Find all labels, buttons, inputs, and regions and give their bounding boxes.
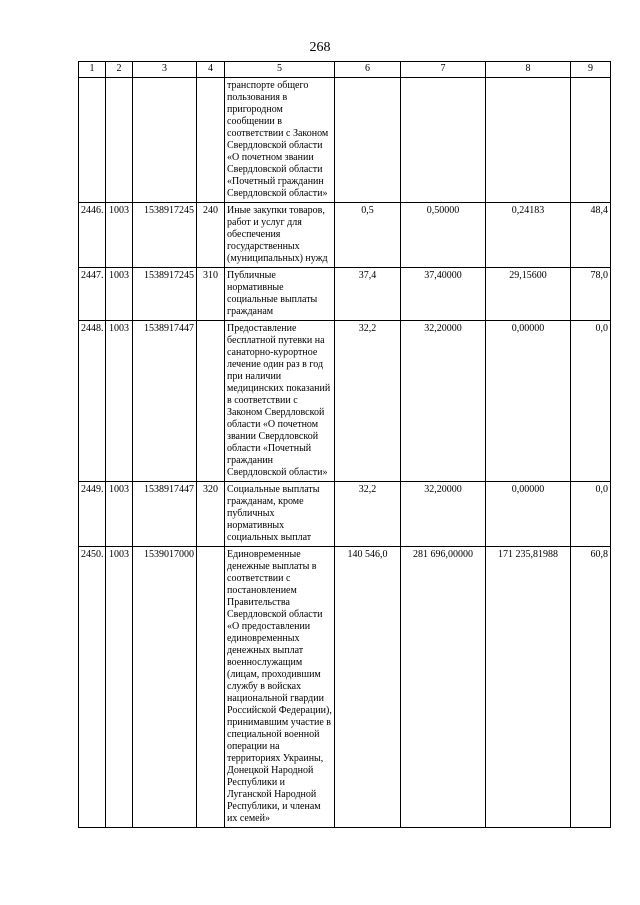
- value-col6-cell: 32,2: [335, 321, 401, 482]
- section-cell: 1003: [106, 203, 133, 268]
- value-col6-cell: 140 546,0: [335, 547, 401, 828]
- table-row: [79, 482, 611, 547]
- column-header: 9: [571, 62, 611, 78]
- expense-type-cell: [197, 78, 225, 203]
- header-row: [79, 62, 611, 78]
- value-col9-cell: 48,4: [571, 203, 611, 268]
- value-col6-cell: 0,5: [335, 203, 401, 268]
- value-col7-cell: 281 696,00000: [401, 547, 486, 828]
- target-code-cell: [133, 78, 197, 203]
- section-cell: 1003: [106, 268, 133, 321]
- description-cell: транспорте общего пользования в пригородном сообщении в соответствии с Законом Свердловской области «О почетном звании Свердловской области «Почетный гражданин Свердловской области»: [225, 78, 335, 203]
- value-col8-cell: 171 235,81988: [486, 547, 571, 828]
- value-col6-cell: 32,2: [335, 482, 401, 547]
- row-number-cell: [79, 78, 106, 203]
- value-col7-cell: 32,20000: [401, 482, 486, 547]
- row-number-cell: 2447.: [79, 268, 106, 321]
- value-col9-cell: 0,0: [571, 321, 611, 482]
- section-cell: 1003: [106, 321, 133, 482]
- target-code-cell: 1538917447: [133, 321, 197, 482]
- table-row: [79, 78, 611, 203]
- value-col8-cell: 0,00000: [486, 321, 571, 482]
- value-col9-cell: 0,0: [571, 482, 611, 547]
- row-number-cell: 2446.: [79, 203, 106, 268]
- target-code-cell: 1538917245: [133, 268, 197, 321]
- value-col8-cell: [486, 78, 571, 203]
- expense-type-cell: 310: [197, 268, 225, 321]
- column-header: 7: [401, 62, 486, 78]
- value-col6-cell: [335, 78, 401, 203]
- value-col9-cell: 60,8: [571, 547, 611, 828]
- value-col7-cell: 37,40000: [401, 268, 486, 321]
- row-number-cell: 2449.: [79, 482, 106, 547]
- budget-table: [78, 61, 611, 828]
- value-col8-cell: 29,15600: [486, 268, 571, 321]
- column-header: 4: [197, 62, 225, 78]
- expense-type-cell: [197, 547, 225, 828]
- value-col9-cell: 78,0: [571, 268, 611, 321]
- table-row: [79, 203, 611, 268]
- section-cell: 1003: [106, 547, 133, 828]
- value-col8-cell: 0,24183: [486, 203, 571, 268]
- table-row: [79, 547, 611, 828]
- section-cell: 1003: [106, 482, 133, 547]
- column-header: 5: [225, 62, 335, 78]
- expense-type-cell: 320: [197, 482, 225, 547]
- column-header: 3: [133, 62, 197, 78]
- column-header: 2: [106, 62, 133, 78]
- column-header: 8: [486, 62, 571, 78]
- value-col6-cell: 37,4: [335, 268, 401, 321]
- description-cell: Социальные выплаты гражданам, кроме публичных нормативных социальных выплат: [225, 482, 335, 547]
- value-col9-cell: [571, 78, 611, 203]
- column-header: 1: [79, 62, 106, 78]
- target-code-cell: 1538917245: [133, 203, 197, 268]
- value-col7-cell: 32,20000: [401, 321, 486, 482]
- column-header: 6: [335, 62, 401, 78]
- expense-type-cell: 240: [197, 203, 225, 268]
- expense-type-cell: [197, 321, 225, 482]
- description-cell: Единовременные денежные выплаты в соответствии с постановлением Правительства Свердловской области «О предоставлении единовременных денежных выплат военнослужащим (лицам, проходившим службу в войсках национальной гвардии Российской Федерации), принимавшим участие в специальной военной операции на территориях Украины, Донецкой Народной Республики и Луганской Народной Республики, и членам их семей»: [225, 547, 335, 828]
- description-cell: Публичные нормативные социальные выплаты гражданам: [225, 268, 335, 321]
- table-row: [79, 321, 611, 482]
- table-row: [79, 268, 611, 321]
- section-cell: [106, 78, 133, 203]
- value-col7-cell: 0,50000: [401, 203, 486, 268]
- target-code-cell: 1538917447: [133, 482, 197, 547]
- value-col8-cell: 0,00000: [486, 482, 571, 547]
- row-number-cell: 2450.: [79, 547, 106, 828]
- page-number: 268: [309, 40, 331, 55]
- target-code-cell: 1539017000: [133, 547, 197, 828]
- description-cell: Иные закупки товаров, работ и услуг для обеспечения государственных (муниципальных) нужд: [225, 203, 335, 268]
- row-number-cell: 2448.: [79, 321, 106, 482]
- value-col7-cell: [401, 78, 486, 203]
- description-cell: Предоставление бесплатной путевки на санаторно-курортное лечение один раз в год при наличии медицинских показаний в соответствии с Законом Свердловской области «О почетном звании Свердловской области «Почетный гражданин Свердловской области»: [225, 321, 335, 482]
